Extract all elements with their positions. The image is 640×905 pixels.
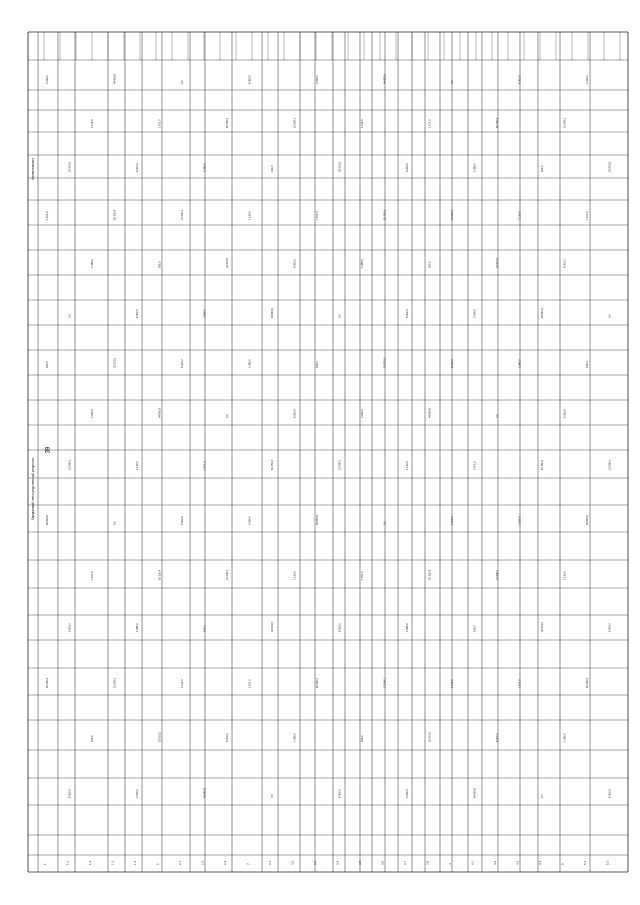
- table-cell: 163,0: [361, 735, 364, 742]
- table-cell: 12 506,1: [496, 569, 499, 580]
- row-label: 4.2: [493, 860, 497, 865]
- table-cell: 163,0: [203, 625, 207, 632]
- row-label: 5.1: [583, 860, 587, 865]
- table-cell: 1 085,0: [203, 163, 207, 172]
- table-cell: 94 681,9: [473, 787, 477, 798]
- row-label: 3.8: [425, 860, 430, 865]
- table-cell: 1 871,0: [361, 571, 364, 580]
- table-cell: 6 302,9: [518, 75, 522, 84]
- table-cell: 6 203,2: [293, 259, 297, 268]
- row-label: 1.3: [110, 860, 115, 865]
- table-cell: 62 150,4: [428, 569, 432, 580]
- table-cell: 2 034,0: [518, 516, 522, 525]
- table-cell: 12 506,1: [608, 459, 612, 470]
- table-cell: 1 120,5: [91, 119, 94, 128]
- table-cell: 0,0: [496, 414, 499, 418]
- table-cell: 6 203,2: [136, 163, 139, 172]
- table-cell: 2 034,0: [136, 789, 139, 798]
- table-cell: 163,0: [541, 165, 544, 172]
- table-cell: 163,0: [46, 361, 49, 368]
- table-cell: 0,0: [68, 314, 72, 318]
- table-cell: 6 302,9: [338, 789, 342, 798]
- table-cell: 163,0: [316, 361, 319, 368]
- row-label: 3.4: [335, 860, 340, 865]
- header-text: Наименование: [31, 157, 35, 180]
- table-cell: 62 150,4: [158, 569, 162, 580]
- table-cell: 2 034,0: [586, 75, 589, 84]
- table-cell: 62 150,4: [383, 209, 387, 220]
- table-cell: 32 531,5: [158, 731, 162, 742]
- row-label: 1.2: [88, 860, 92, 865]
- table-cell: 12 506,1: [181, 209, 184, 220]
- table-cell: 0,0: [271, 794, 274, 798]
- table-cell: 12 506,1: [338, 459, 342, 470]
- table-cell: 2 034,0: [361, 409, 364, 418]
- table-cell: 62 150,4: [586, 677, 589, 688]
- table-cell: 1 871,0: [428, 119, 432, 128]
- table-cell: 6 203,2: [68, 623, 72, 632]
- table-cell: 6 302,9: [451, 516, 454, 525]
- table-cell: 0,0: [113, 521, 117, 525]
- table-cell: 94 681,9: [383, 73, 387, 84]
- table-cell: 94 681,9: [203, 787, 207, 798]
- table-cell: 1 871,0: [158, 119, 162, 128]
- table-cell: 94 681,9: [316, 514, 319, 525]
- row-label: 3.3: [313, 860, 317, 865]
- table-cell: 2 034,0: [46, 75, 49, 84]
- row-label: 4.1: [470, 860, 475, 865]
- table-cell: 32 531,5: [271, 621, 274, 632]
- table-cell: 94 681,9: [428, 407, 432, 418]
- table-cell: 0,0: [226, 414, 229, 418]
- table-cell: 32 531,5: [68, 161, 72, 172]
- table-cell: 12 506,1: [451, 209, 454, 220]
- table-cell: 6 302,9: [608, 789, 612, 798]
- row-label: 5.2: [605, 860, 610, 865]
- table-cell: 1 085,0: [293, 733, 297, 742]
- table-cell: 6 203,2: [608, 623, 612, 632]
- table-cell: 1 871,0: [518, 679, 522, 688]
- table-cell: 0,0: [541, 794, 544, 798]
- table-cell: 1 871,0: [586, 211, 589, 220]
- table-cell: 0,0: [451, 80, 454, 84]
- row-label: 1.4: [133, 860, 137, 865]
- table-cell: 2 034,0: [316, 75, 319, 84]
- table-cell: 2 034,0: [406, 789, 409, 798]
- table-cell: 6 302,9: [248, 75, 252, 84]
- table-cell: 32 531,5: [428, 731, 432, 742]
- table-cell: 6 302,9: [563, 409, 567, 418]
- table-cell: 163,0: [91, 735, 94, 742]
- row-label: 1.1: [65, 860, 70, 865]
- table-cell: 94 681,9: [271, 307, 274, 318]
- table-cell: 1 085,0: [518, 359, 522, 368]
- table-cell: 163,0: [473, 625, 477, 632]
- table-cell: 62 150,4: [541, 459, 544, 470]
- table-cell: 2 034,0: [248, 516, 252, 525]
- table-cell: 1 871,0: [91, 571, 94, 580]
- row-label: 2.2: [200, 860, 205, 865]
- table-cell: 62 150,4: [271, 459, 274, 470]
- table-cell: 62 150,4: [46, 677, 49, 688]
- table-cell: 1 085,0: [406, 623, 409, 632]
- table-cell: 0,0: [608, 314, 612, 318]
- row-label: 2.1: [178, 860, 182, 865]
- row-label: 4.4: [538, 860, 542, 865]
- table-cell: 1 871,0: [46, 211, 49, 220]
- table-cell: 6 302,9: [293, 409, 297, 418]
- table-cell: 62 150,4: [226, 117, 229, 128]
- row-label: 3.7: [403, 860, 407, 865]
- table-cell: 1 871,0: [203, 461, 207, 470]
- table-cell: 163,0: [271, 165, 274, 172]
- table-cell: 32 531,5: [608, 161, 612, 172]
- table-cell: 94 681,9: [158, 407, 162, 418]
- table-cell: 1 120,5: [563, 571, 567, 580]
- page-number: 39: [45, 446, 52, 454]
- table-cell: 6 302,9: [406, 309, 409, 318]
- table-cell: 1 085,0: [91, 259, 94, 268]
- table-cell: 1 871,0: [473, 461, 477, 470]
- row-label: 3.2: [290, 860, 295, 865]
- table-cell: 6 203,2: [181, 359, 184, 368]
- table-cell: 6 203,2: [406, 163, 409, 172]
- table-cell: 1 085,0: [136, 623, 139, 632]
- table-cell: 1 120,5: [293, 571, 297, 580]
- row-label: 3.6: [380, 860, 385, 865]
- row-label: 4.3: [515, 860, 520, 865]
- table-cell: 62 150,4: [316, 677, 319, 688]
- table-cell: 1 120,5: [181, 679, 184, 688]
- table-cell: 6 302,9: [68, 789, 72, 798]
- table-cell: 94 681,9: [541, 307, 544, 318]
- row-label: 2.3: [223, 860, 227, 865]
- table-cell: 32 531,5: [383, 357, 387, 368]
- table-cell: 6 203,2: [226, 733, 229, 742]
- table-cell: 0,0: [181, 80, 184, 84]
- table-cell: 12 506,1: [113, 677, 117, 688]
- table-cell: 6 203,2: [338, 623, 342, 632]
- table-cell: 6 302,9: [136, 309, 139, 318]
- row-label: 3: [245, 863, 250, 865]
- table-cell: 1 871,0: [316, 211, 319, 220]
- header-text: Ожидаемый непосредственный результат: [31, 457, 35, 520]
- table-cell: 1 120,5: [518, 211, 522, 220]
- table-cell: 32 531,5: [541, 621, 544, 632]
- table-cell: 1 085,0: [563, 733, 567, 742]
- table-cell: 12 506,1: [383, 677, 387, 688]
- table-cell: 62 150,4: [113, 209, 117, 220]
- table-cell: 6 302,9: [181, 516, 184, 525]
- table-cell: 6 203,2: [563, 259, 567, 268]
- row-label: 1: [43, 863, 47, 865]
- table-cell: 12 506,1: [293, 117, 297, 128]
- table-cell: 1 120,5: [361, 119, 364, 128]
- table-cell: 2 034,0: [91, 409, 94, 418]
- table-cell: 12 506,1: [563, 117, 567, 128]
- table-cell: 12 506,1: [226, 569, 229, 580]
- table-cell: 1 085,0: [248, 359, 252, 368]
- row-label: 5: [560, 863, 565, 865]
- table-cell: 1 120,5: [248, 211, 252, 220]
- table-cell: 32 531,5: [226, 257, 229, 268]
- table-cell: 32 531,5: [338, 161, 342, 172]
- table-cell: 163,0: [428, 261, 432, 268]
- table-cell: 62 150,4: [496, 117, 499, 128]
- table-cell: 1 871,0: [248, 679, 252, 688]
- table-cell: 94 681,9: [113, 73, 117, 84]
- row-label: 3.1: [268, 860, 272, 865]
- table-cell: 2 034,0: [203, 309, 207, 318]
- table-cell: 0,0: [383, 521, 387, 525]
- table-cell: 1 120,5: [136, 461, 139, 470]
- table-cell: 32 531,5: [496, 257, 499, 268]
- table-cell: 163,0: [158, 261, 162, 268]
- table-cell: 0,0: [338, 314, 342, 318]
- table-cell: 1 085,0: [361, 259, 364, 268]
- table-cell: 32 531,5: [113, 357, 117, 368]
- table-cell: 12 506,1: [68, 459, 72, 470]
- table-cell: 163,0: [586, 361, 589, 368]
- table-cell: 94 681,9: [586, 514, 589, 525]
- table-cell: 6 203,2: [451, 359, 454, 368]
- table-cell: 6 203,2: [496, 733, 499, 742]
- row-label: 4: [448, 863, 452, 865]
- table-cell: 1 120,5: [406, 461, 409, 470]
- table-cell: 94 681,9: [46, 514, 49, 525]
- table-cell: 2 034,0: [473, 309, 477, 318]
- row-label: 3.5: [358, 860, 362, 865]
- table-cell: 1 120,5: [451, 679, 454, 688]
- row-label: 2: [155, 863, 160, 865]
- table-cell: 1 085,0: [473, 163, 477, 172]
